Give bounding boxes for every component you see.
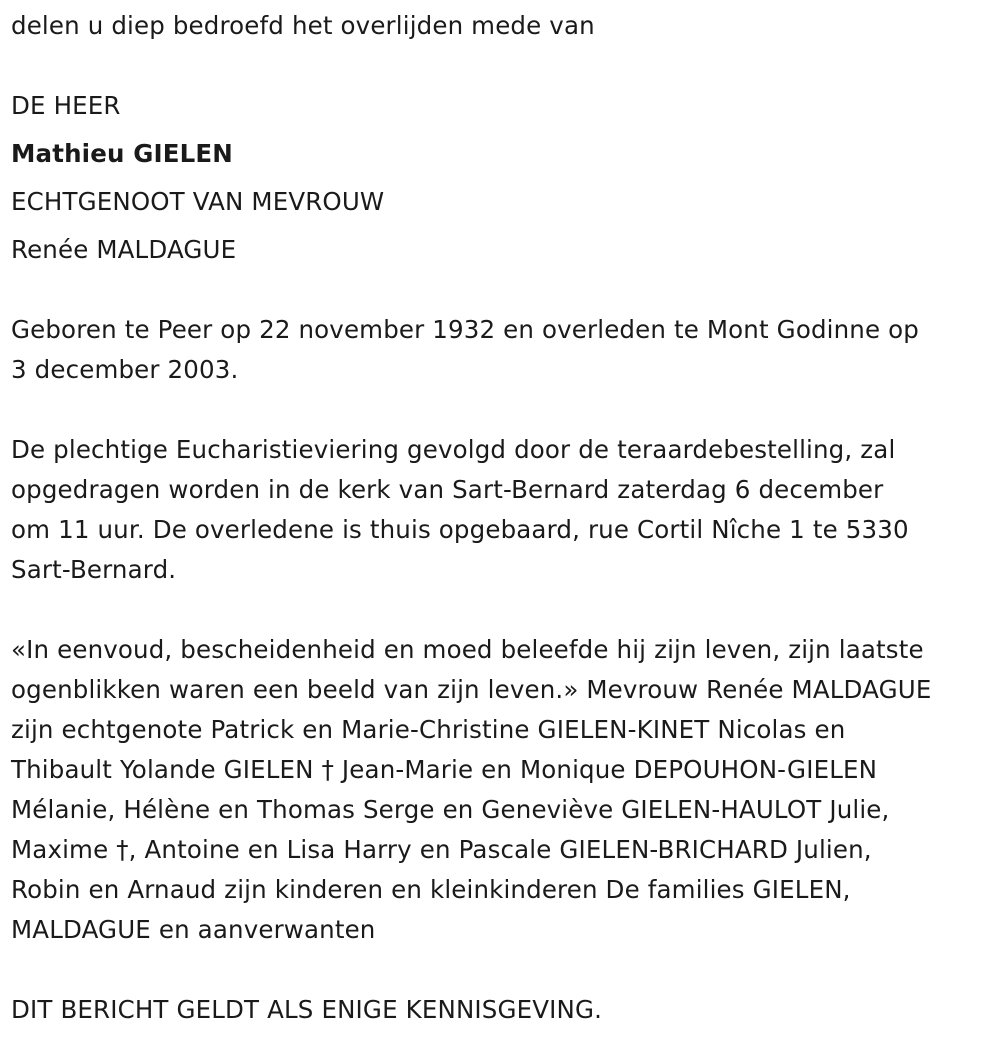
paragraph-line: MALDAGUE en aanverwanten [11, 915, 376, 944]
paragraph-line: 3 december 2003. [11, 355, 239, 384]
paragraph-line: om 11 uur. De overledene is thuis opgebaard, rue Cortil Nîche 1 te 5330 [11, 515, 909, 544]
title-text: DE HEER [11, 91, 121, 120]
paragraph-line: Sart-Bernard. [11, 555, 177, 584]
paragraph-line: Maxime †, Antoine en Lisa Harry en Pascale GIELEN-BRICHARD Julien, [11, 835, 872, 864]
paragraph-line: Robin en Arnaud zijn kinderen en kleinkinderen De families GIELEN, [11, 875, 851, 904]
paragraph-line: opgedragen worden in de kerk van Sart-Bernard zaterdag 6 december [11, 475, 884, 504]
paragraph-line: Geboren te Peer op 22 november 1932 en overleden te Mont Godinne op [11, 315, 919, 344]
paragraph-line: «In eenvoud, bescheidenheid en moed beleefde hij zijn leven, zijn laatste [11, 635, 924, 664]
birth-death-paragraph [11, 310, 991, 390]
paragraph-line: zijn echtgenote Patrick en Marie-Christine GIELEN-KINET Nicolas en [11, 715, 846, 744]
intro-text: delen u diep bedroefd het overlijden mede van [11, 11, 595, 40]
deceased-name: Mathieu GIELEN [11, 139, 233, 168]
ceremony-paragraph [11, 430, 991, 590]
paragraph-line: De plechtige Eucharistieviering gevolgd door de teraardebestelling, zal [11, 435, 896, 464]
paragraph-line: Thibault Yolande GIELEN † Jean-Marie en Monique DEPOUHON-GIELEN [11, 755, 878, 784]
spouse-label: ECHTGENOOT VAN MEVROUW [11, 187, 385, 216]
family-paragraph [11, 630, 991, 950]
paragraph-line: ogenblikken waren een beeld van zijn leven.» Mevrouw Renée MALDAGUE [11, 675, 932, 704]
spouse-name: Renée MALDAGUE [11, 235, 237, 264]
paragraph-line: Mélanie, Hélène en Thomas Serge en Geneviève GIELEN-HAULOT Julie, [11, 795, 890, 824]
closing-statement: DIT BERICHT GELDT ALS ENIGE KENNISGEVING. [11, 995, 603, 1024]
